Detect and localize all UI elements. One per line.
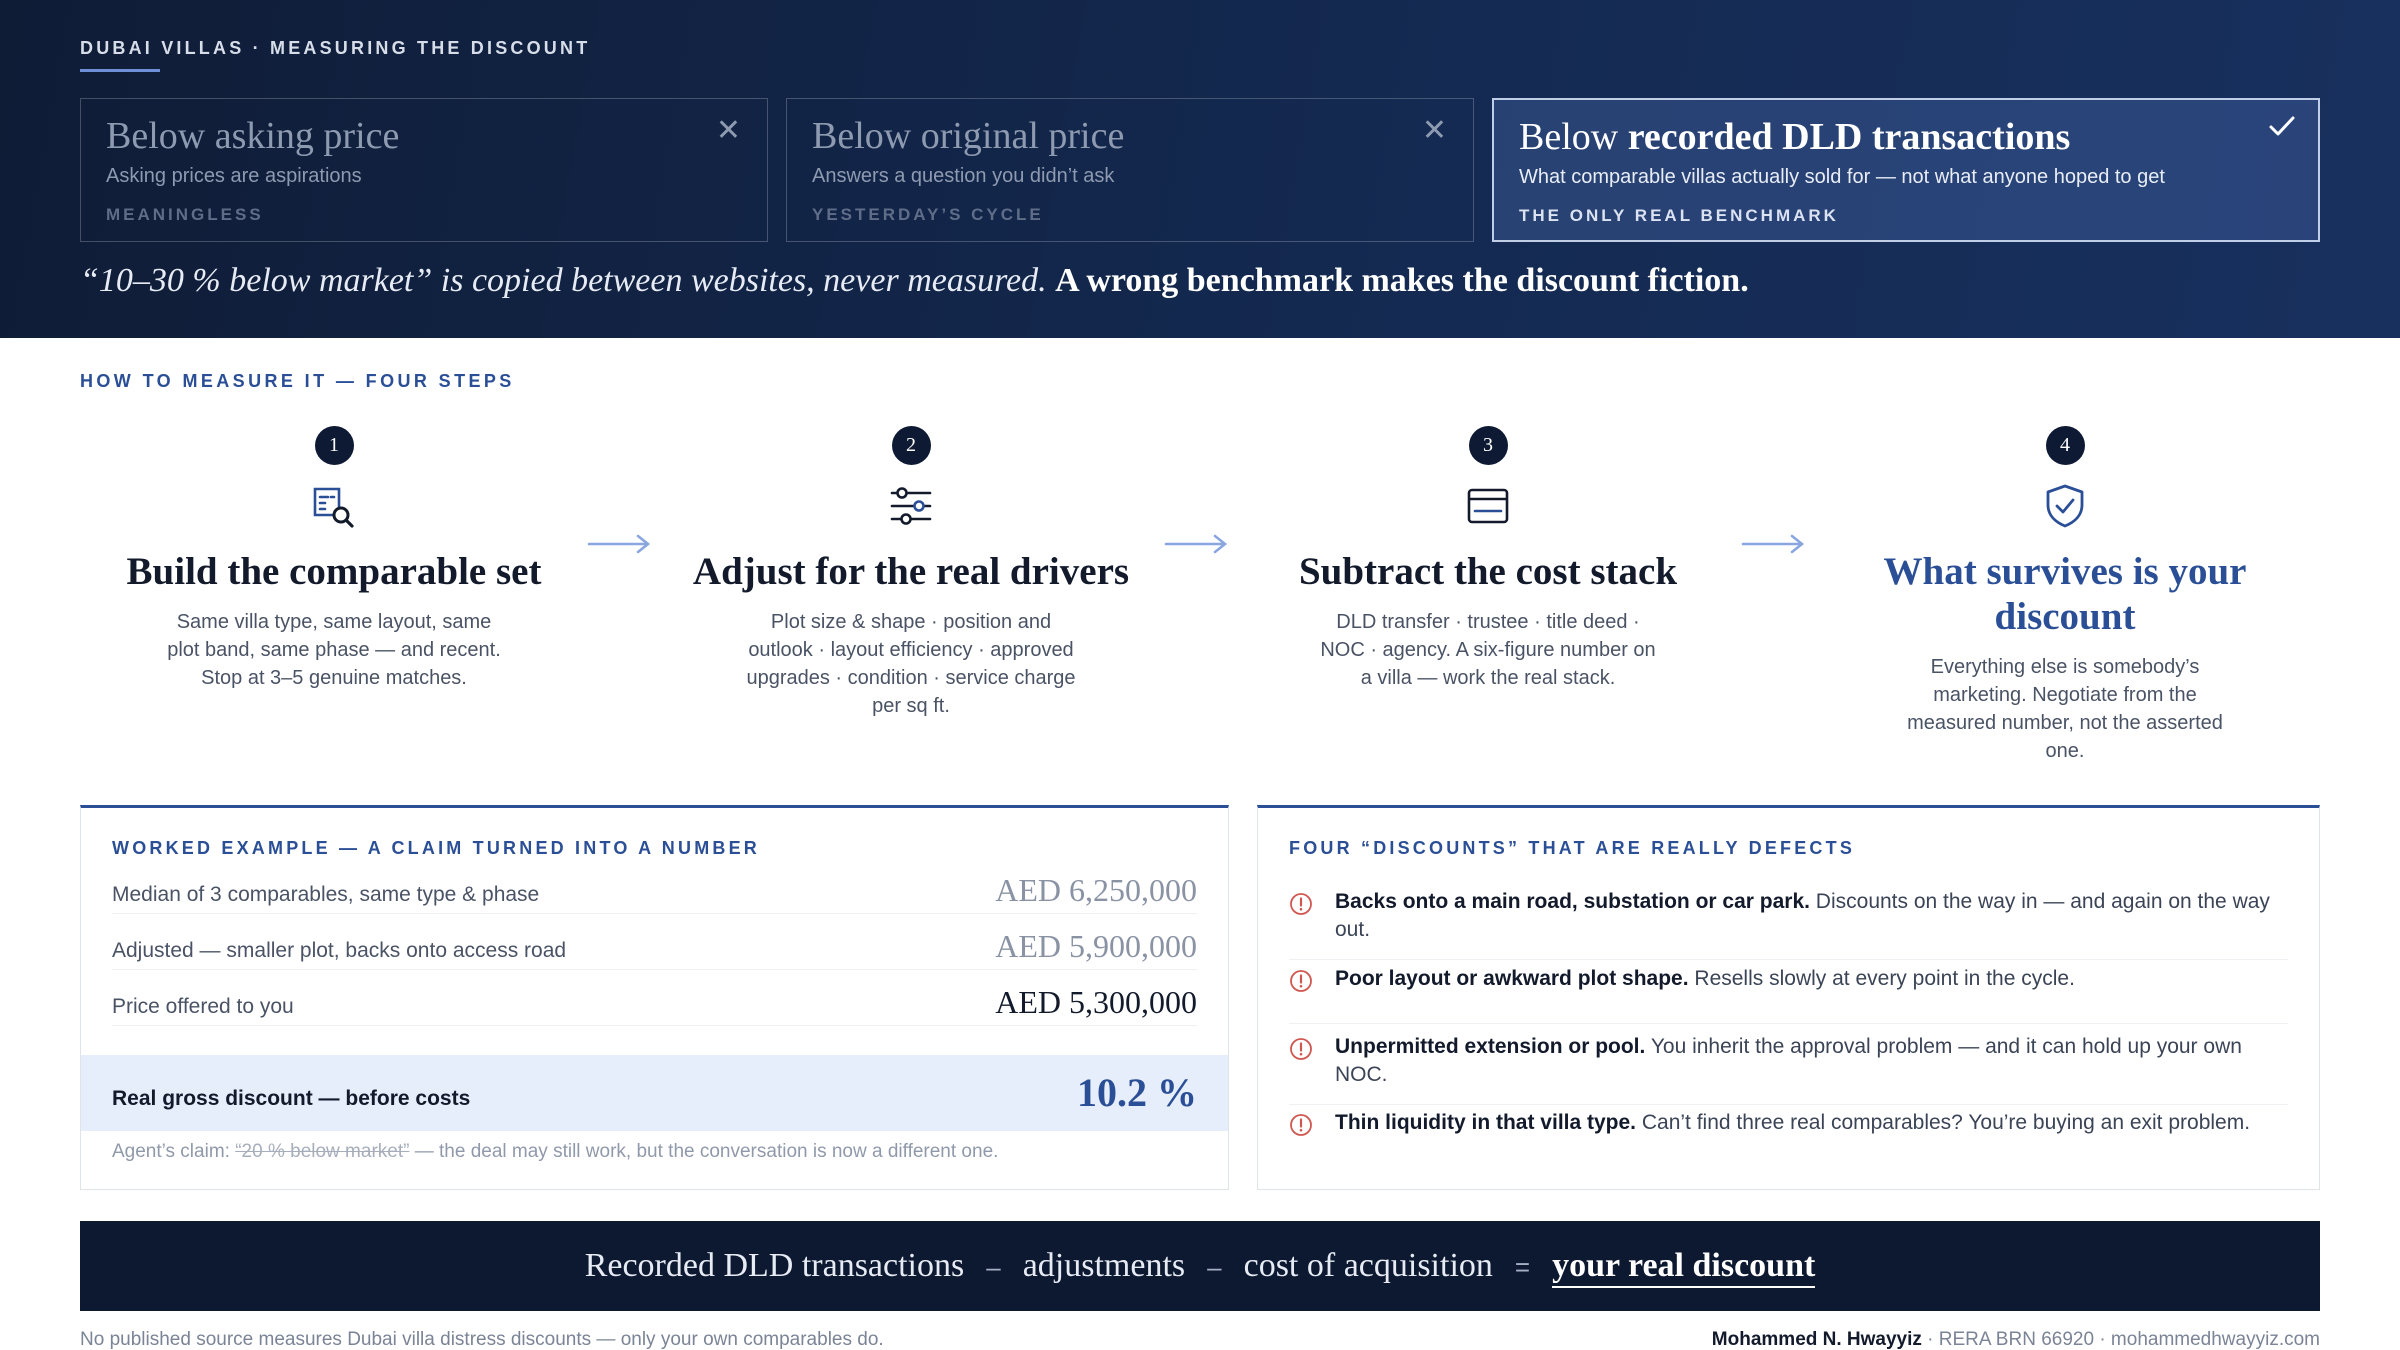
defect-title: Unpermitted extension or pool.	[1335, 1035, 1646, 1058]
step-title: Subtract the cost stack	[1298, 550, 1678, 593]
hero-quote	[80, 262, 1749, 300]
defect-title: Backs onto a main road, substation or car park.	[1335, 890, 1810, 913]
warning-icon	[1289, 969, 1313, 993]
example-row	[112, 914, 1197, 970]
defect-title: Poor layout or awkward plot shape.	[1335, 967, 1689, 990]
benchmark-title	[1519, 118, 2294, 158]
warning-icon	[1289, 892, 1313, 916]
example-row-value: AED 6,250,000	[995, 872, 1197, 908]
example-row	[112, 970, 1197, 1026]
step-description: Plot size & shape · position and outlook · layout efficiency · approved upgrades · condition · service charge per sq ft.	[746, 611, 1076, 717]
benchmark-title-bold: recorded DLD transactions	[1627, 116, 2071, 158]
step-description: Everything else is somebody’s marketing. Negotiate from the measured number, not the asserted one.	[1907, 656, 2223, 762]
example-row-label: Adjusted — smaller plot, backs onto access road	[112, 939, 567, 962]
checkmark-icon	[2268, 114, 2296, 143]
equals-operator: =	[1514, 1252, 1531, 1282]
step-number: 1	[315, 426, 354, 465]
arrow-right-icon	[1164, 532, 1230, 556]
defect-item	[1289, 1109, 2288, 1159]
claim-suffix: — the deal may still work, but the conversation is now a different one.	[414, 1141, 999, 1162]
hero-banner	[0, 0, 2400, 338]
document-search-icon	[309, 481, 359, 531]
formula-term-dld: Recorded DLD transactions	[584, 1247, 965, 1284]
defect-text: Discounts on the way in — and again on the way out.	[1335, 890, 2270, 941]
shield-check-icon	[2040, 481, 2090, 531]
minus-operator: –	[1207, 1252, 1222, 1282]
step-2	[661, 426, 1161, 720]
minus-operator: –	[986, 1252, 1001, 1282]
close-icon: ✕	[1421, 114, 1447, 147]
benchmark-title: Below original price	[812, 115, 1125, 157]
panel-eyebrow: FOUR “DISCOUNTS” THAT ARE REALLY DEFECTS	[1289, 838, 1856, 858]
step-title: Build the comparable set	[126, 550, 542, 593]
benchmark-subtitle: Asking prices are aspirations	[106, 164, 362, 187]
warning-icon	[1289, 1113, 1313, 1137]
defect-text: You inherit the approval problem — and it can hold up your own NOC.	[1335, 1035, 2242, 1086]
quote-italic: “10–30 % below market” is copied between websites, never measured.	[80, 262, 1047, 299]
page-eyebrow: DUBAI VILLAS · MEASURING THE DISCOUNT	[80, 38, 591, 58]
benchmark-card-dld	[1492, 98, 2320, 242]
panel-eyebrow: WORKED EXAMPLE — A CLAIM TURNED INTO A NUMBER	[112, 838, 760, 858]
footer-note: No published source measures Dubai villa distress discounts — only your own comparables do.	[80, 1329, 884, 1350]
card-icon	[1463, 481, 1513, 531]
benchmark-tag: MEANINGLESS	[106, 204, 264, 224]
step-description: DLD transfer · trustee · title deed · NOC · agency. A six-figure number on a villa — work the real stack.	[1320, 611, 1656, 689]
discount-total-row	[81, 1055, 1228, 1131]
defect-item	[1289, 1033, 2288, 1105]
eyebrow-underline	[80, 69, 160, 72]
arrow-right-icon	[587, 532, 653, 556]
example-row	[112, 858, 1197, 914]
defect-title: Thin liquidity in that villa type.	[1335, 1111, 1637, 1134]
quote-bold: A wrong benchmark makes the discount fiction.	[1055, 262, 1749, 299]
step-number: 4	[2046, 426, 2085, 465]
author-details: · RERA BRN 66920 · mohammedhwayyiz.com	[1921, 1329, 2320, 1350]
step-4	[1815, 426, 2315, 765]
author-name: Mohammed N. Hwayyiz	[1711, 1329, 1922, 1350]
footer-signature	[1712, 1329, 2320, 1350]
benchmark-subtitle: Answers a question you didn’t ask	[812, 164, 1115, 187]
warning-icon	[1289, 1037, 1313, 1061]
step-1	[84, 426, 584, 692]
step-number: 3	[1469, 426, 1508, 465]
step-description: Same villa type, same layout, same plot band, same phase — and recent. Stop at 3–5 genuine matches.	[167, 611, 501, 689]
step-title: What survives is your discount	[1883, 550, 2247, 638]
defect-item	[1289, 888, 2288, 960]
example-row-value: AED 5,300,000	[995, 984, 1197, 1020]
defect-text: Can’t find three real comparables? You’re buying an exit problem.	[1636, 1111, 2251, 1134]
benchmark-title-plain: Below	[1519, 116, 1628, 158]
arrow-right-icon	[1741, 532, 1807, 556]
formula-result: your real discount	[1552, 1247, 1815, 1288]
claim-prefix: Agent’s claim:	[112, 1141, 230, 1162]
step-number: 2	[892, 426, 931, 465]
example-row-label: Price offered to you	[112, 995, 294, 1018]
benchmark-subtitle: What comparable villas actually sold for — not what anyone hoped to get	[1519, 165, 2165, 188]
benchmark-title: Below asking price	[106, 115, 400, 157]
step-3	[1238, 426, 1738, 692]
example-row-label: Median of 3 comparables, same type & phase	[112, 883, 540, 906]
agent-claim-note	[112, 1141, 998, 1163]
sliders-icon	[886, 481, 936, 531]
close-icon: ✕	[715, 114, 741, 147]
discount-total-value: 10.2 %	[1077, 1070, 1197, 1115]
benchmark-card-asking	[80, 98, 768, 242]
defect-text: Resells slowly at every point in the cycle.	[1688, 967, 2075, 990]
benchmark-tag: YESTERDAY’S CYCLE	[812, 204, 1044, 224]
formula-bar	[80, 1221, 2320, 1311]
formula-term-costs: cost of acquisition	[1243, 1247, 1493, 1284]
defect-item	[1289, 965, 2288, 1024]
benchmark-tag: THE ONLY REAL BENCHMARK	[1519, 205, 1839, 225]
benchmark-card-original	[786, 98, 1474, 242]
claim-struck: “20 % below market”	[235, 1141, 410, 1162]
discount-total-label: Real gross discount — before costs	[112, 1087, 471, 1110]
formula-term-adjustments: adjustments	[1022, 1247, 1186, 1284]
steps-eyebrow: HOW TO MEASURE IT — FOUR STEPS	[80, 371, 515, 391]
worked-example-panel	[80, 805, 1229, 1190]
example-row-value: AED 5,900,000	[995, 928, 1197, 964]
step-title: Adjust for the real drivers	[692, 550, 1130, 593]
defects-panel	[1257, 805, 2320, 1190]
